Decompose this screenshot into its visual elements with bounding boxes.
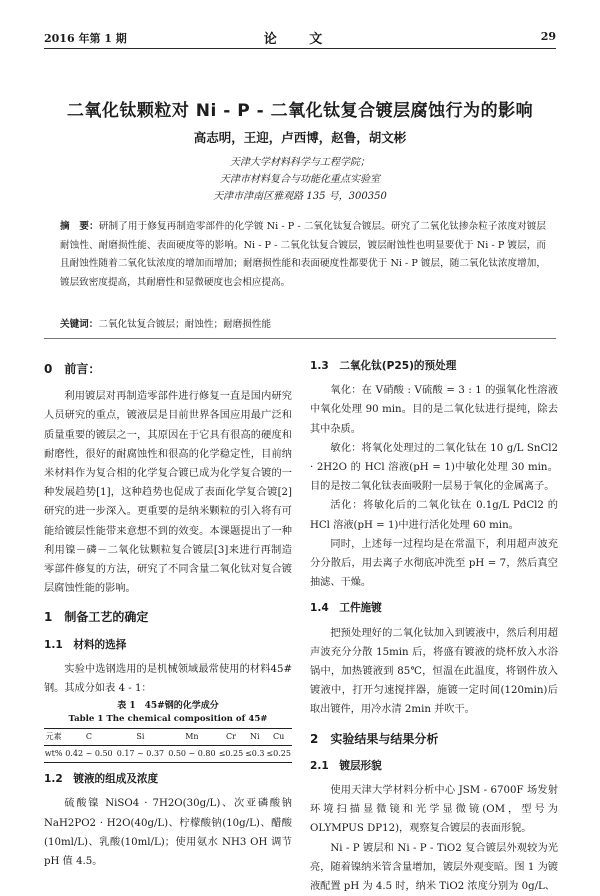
table-cell: 0.42 ~ 0.50 — [65, 749, 113, 759]
morphology-paragraph-2: Ni - P 镀层和 Ni - P - TiO2 复合镀层外观较为光亮，随着镍纳米管含量增加，镀层外观变暗。图 1 为镀液配置 pH 为 4.5 时，纳米 TiO2 浓度分别为 0g/L、 — [310, 842, 558, 893]
section-label: 论 文 — [263, 32, 337, 47]
left-column — [44, 350, 292, 871]
affiliation-2: 天津市材料复合与功能化重点实验室 — [220, 174, 380, 185]
activation-paragraph: 活化：将敏化后的二氧化钛在 0.1g/L PdCl2 的 HCl 溶液(pH = 1)中进行活化处理 60 min。 — [310, 500, 558, 531]
table-header-row — [44, 729, 292, 746]
table-cell: 0.50 ~ 0.80 — [168, 749, 216, 759]
table-header-cell: Cu — [273, 732, 285, 742]
preface-paragraph: 利用镀层对再制造零部件进行修复一直是国内研究人员研究的重点，镀液层是目前世界各国应用最广泛和质量重要的镀层之一，其原因在于它具有很高的硬度和耐磨性，很好的耐腐蚀性和很高的化学稳定性，目前纳米材料作为复合相的化学复合镀已成为化学复合镀的一种发展趋势[1]，这种趋势也促成了表面化学复合镀[2]研究的进一步深入。更重要的是纳米颗粒的引入将有可能给镀层性能带来意想不到的效变。本课题提出了一种利用镍－磷－二氧化钛颗粒复合镀层[3]来进行再制造零部件修复的方法，研究了不同含量二氧化钛对复合镀层腐蚀性能的影响。 — [44, 391, 292, 595]
right-column — [310, 350, 558, 896]
oxidation-paragraph: 氧化：在 V硝酸 : V硫酸 = 3 : 1 的强氧化性溶液中氧化处理 90 min。目的是二氧化钛进行提纯，除去其中杂质。 — [310, 385, 558, 435]
table-cell: ≤0.3 — [245, 749, 265, 759]
table-header-cell: C — [85, 732, 92, 742]
heading-material-selection: 1.1 材料的选择 — [44, 638, 127, 651]
journal-issue: 2016 年第 1 期 — [44, 32, 127, 45]
table-header-cell: Si — [136, 732, 145, 742]
affiliation-3: 天津市津南区雅观路 135 号，300350 — [213, 191, 387, 202]
running-header — [44, 28, 556, 49]
heading-bath-composition: 1.2 镀液的组成及浓度 — [44, 773, 159, 786]
table-header-cell: Cr — [225, 732, 236, 742]
table-header-cell: 元素 — [45, 732, 62, 742]
keywords-label: 关键词： — [60, 319, 99, 330]
table-caption-en: Table 1 The chemical composition of 45# — [68, 714, 268, 725]
page-number: 29 — [540, 30, 556, 43]
table-cell: ≤0.25 — [218, 749, 244, 759]
heading-results: 2 实验结果与结果分析 — [310, 731, 439, 746]
table-header-cell: Ni — [250, 732, 260, 742]
morphology-paragraph-1: 使用天津大学材料分析中心 JSM - 6700F 场发射环境扫描显微镜和光学显微镜(OM，型号为 OLYMPUS DP12)，观察复合镀层的表面形貌。 — [310, 785, 558, 835]
affiliation-1: 天津大学材料科学与工程学院； — [230, 157, 370, 168]
table-row — [44, 746, 292, 763]
table-cell: wt% — [44, 749, 63, 759]
heading-plating: 1.4 工件施镀 — [310, 602, 382, 615]
composition-table — [44, 728, 292, 763]
table-header-cell: Mn — [185, 732, 199, 742]
table-caption-cn: 表 1 45#钢的化学成分 — [117, 701, 219, 712]
heading-pretreatment: 1.3 二氧化钛(P25)的预处理 — [310, 360, 457, 372]
paper-title: 二氧化钛颗粒对 Ni - P - 二氧化钛复合镀层腐蚀行为的影响 — [66, 101, 534, 121]
abstract-text: 研制了用于修复再制造零部件的化学镀 Ni - P - 二氧化钛复合镀层。研究了二氧化钛掺杂粒子浓度对镀层耐蚀性、耐磨损性能、表面硬度等的影响。Ni - P - 二氧化钛复合镀层，镀层耐蚀性也明显要优于 Ni - P 镀层，而且耐蚀性随着二氧化钛浓度的增加而增加；耐磨损性能和表面硬度性都要优于 Ni - P 镀层，随二氧化钛浓度增加，镀层致密度提高，其耐磨性和显微硬度也会相应提高。 — [60, 221, 546, 288]
plating-paragraph: 把预处理好的二氧化钛加入到镀液中，然后利用超声波充分分散 15min 后，将盛有镀液的烧杯放入水浴锅中，加热镀液到 85℃，恒温在此温度，将钢件放入镀液中，打开匀速搅拌器，施镀一定时间(120min)后取出镀件，用冷水清 2min 并吹干。 — [310, 627, 558, 716]
heading-morphology: 2.1 镀层形貌 — [310, 759, 382, 772]
keywords-text: 二氧化钛复合镀层；耐蚀性；耐磨损性能 — [98, 319, 272, 330]
abstract-label: 摘 要： — [60, 221, 99, 232]
sensitization-paragraph: 敏化：将氧化处理过的二氧化钛在 10 g/L SnCl2 · 2H2O 的 HCl 溶液(pH = 1)中敏化处理 30 min。目的是按二氧化钛表面吸附一层易于氧化的金属离子。 — [310, 442, 558, 493]
heading-preface: 0 前言： — [44, 362, 101, 376]
rinse-paragraph: 同时，上述每一过程均是在常温下，利用超声波充分分散后，用去离子水彻底冲洗至 pH = 7，然后真空抽滤、干燥。 — [310, 538, 558, 589]
keywords — [60, 316, 546, 330]
table-cell: 0.17 ~ 0.37 — [116, 749, 165, 759]
author-list: 高志明，王迎，卢西博，赵鲁，胡文彬 — [193, 130, 407, 145]
abstract — [60, 218, 546, 292]
abstract-divider — [44, 338, 556, 339]
material-paragraph: 实验中选钢选用的是机械领域最常使用的材料45#钢。其成分如表 4 - 1： — [44, 663, 292, 695]
table-cell: ≤0.25 — [266, 749, 291, 759]
bath-paragraph: 硫酸镍 NiSO4 · 7H2O(30g/L)、次亚磷酸钠 NaH2PO2 · H2O(40g/L)、柠檬酸钠(10g/L)、醋酸(10ml/L)、乳酸(10ml/L)；使用氨水 NH3 OH 调节 pH 值 4.5。 — [44, 798, 292, 868]
heading-preparation: 1 制备工艺的确定 — [44, 610, 149, 625]
